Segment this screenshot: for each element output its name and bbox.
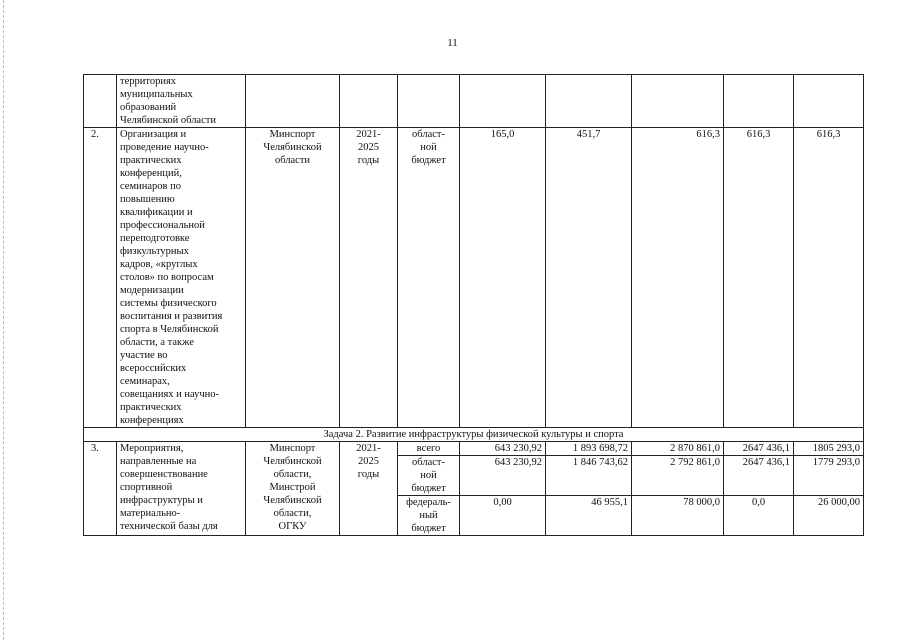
source-line: бюджет <box>411 483 446 494</box>
table-row-3 <box>84 442 864 536</box>
activity-name-line: всероссийских <box>120 363 187 374</box>
activity-name-line: физкультурных <box>120 246 189 257</box>
activity-name-line: системы физического <box>120 298 217 309</box>
executor-line: Челябинской <box>263 495 322 506</box>
activity-name-line: профессиональной <box>120 220 205 231</box>
activity-name-line: направленные на <box>120 456 197 467</box>
activity-name-line: спорта в Челябинской <box>120 324 219 335</box>
source-line: област- <box>412 457 445 468</box>
executor-line: Минспорт <box>269 443 316 454</box>
executor-cell <box>246 442 340 536</box>
executor-line: Минстрой <box>269 482 316 493</box>
activity-name-line: модернизации <box>120 285 184 296</box>
source-line: област- <box>412 129 445 140</box>
value-total: 2647 436,1 <box>724 442 793 456</box>
executor-line: ОГКУ <box>278 521 307 532</box>
value-cell <box>460 75 546 128</box>
activity-name-cell <box>117 128 246 428</box>
value-regional: 2 792 861,0 <box>632 456 723 496</box>
activity-name-line: повышению <box>120 194 175 205</box>
value-federal: 78 000,0 <box>683 497 720 508</box>
value-total: 1805 293,0 <box>794 442 863 456</box>
source-line: федераль- <box>406 497 451 508</box>
value-column <box>460 442 546 536</box>
value-federal: 46 955,1 <box>591 497 628 508</box>
activity-name-line: материально- <box>120 508 181 519</box>
value-cell <box>794 75 864 128</box>
activity-name-line: совершенствование <box>120 469 208 480</box>
executor-line: Минспорт <box>269 129 316 140</box>
value-total: 1 893 698,72 <box>546 442 631 456</box>
source-cell <box>398 75 460 128</box>
activity-name-cell <box>117 75 246 128</box>
years-line: 2021- <box>356 129 381 140</box>
executor-line: области, <box>273 469 312 480</box>
activity-name-line: Организация и <box>120 129 187 140</box>
value-cell: 616,3 <box>724 128 794 428</box>
executor-line: области <box>274 155 311 166</box>
value-column <box>632 442 724 536</box>
value-cell: 165,0 <box>460 128 546 428</box>
value-federal: 26 000,00 <box>818 497 860 508</box>
years-line: 2025 <box>358 142 379 153</box>
years-cell <box>340 75 398 128</box>
years-cell <box>340 128 398 428</box>
page-number: 11 <box>447 37 458 49</box>
source-cell <box>398 128 460 428</box>
activity-name-line: конференций, <box>120 168 182 179</box>
activity-name-line: технической базы для <box>120 521 218 532</box>
source-line: ной <box>420 470 437 481</box>
years-line: 2025 <box>358 456 379 467</box>
row-num-cell: 2. <box>84 128 117 428</box>
activity-name-line: воспитания и развития <box>120 311 223 322</box>
activity-name-cell <box>117 442 246 536</box>
value-column <box>724 442 794 536</box>
value-federal: 0,0 <box>751 497 766 508</box>
activity-name-line: практических <box>120 155 182 166</box>
value-column <box>546 442 632 536</box>
executor-line: Челябинской <box>263 456 322 467</box>
task-heading: Задача 2. Развитие инфраструктуры физической культуры и спорта <box>84 428 864 442</box>
executor-cell <box>246 128 340 428</box>
value-cell <box>724 75 794 128</box>
left-edge-rule <box>3 0 4 640</box>
activity-name-line: практических <box>120 402 182 413</box>
activity-name-line: Челябинской области <box>120 115 216 126</box>
activity-name-line: конференциях <box>120 415 184 426</box>
activity-name-line: территориях <box>120 76 177 87</box>
years-cell <box>340 442 398 536</box>
activity-name-line: образований <box>120 102 177 113</box>
value-total: 643 230,92 <box>460 442 545 456</box>
source-line: ный <box>419 510 438 521</box>
years-line: 2021- <box>356 443 381 454</box>
value-column <box>794 442 864 536</box>
source-line: бюджет <box>411 523 446 534</box>
value-cell <box>546 75 632 128</box>
activity-name-line: совещаниях и научно- <box>120 389 220 400</box>
program-table <box>83 74 864 536</box>
value-federal: 0,00 <box>493 497 512 508</box>
years-line: годы <box>357 155 380 166</box>
activity-name-line: столов» по вопросам <box>120 272 214 283</box>
source-regional <box>398 456 459 496</box>
activity-name-line: муниципальных <box>120 89 193 100</box>
activity-name-line: квалификации и <box>120 207 193 218</box>
value-regional: 643 230,92 <box>460 456 545 496</box>
value-total: 2 870 861,0 <box>632 442 723 456</box>
row-num-cell <box>84 75 117 128</box>
activity-name-line: Мероприятия, <box>120 443 184 454</box>
source-line: всего <box>416 443 441 454</box>
activity-name-line: инфраструктуры и <box>120 495 203 506</box>
table-row-2 <box>84 128 864 428</box>
value-regional: 1779 293,0 <box>794 456 863 496</box>
activity-name-line: проведение научно- <box>120 142 209 153</box>
source-cell <box>398 442 460 536</box>
source-federal <box>398 496 459 535</box>
activity-name-line: кадров, «круглых <box>120 259 198 270</box>
value-cell: 451,7 <box>546 128 632 428</box>
activity-name-line: семинаров по <box>120 181 181 192</box>
source-total <box>398 442 459 456</box>
activity-name-line: спортивной <box>120 482 173 493</box>
activity-name-line: области, а также <box>120 337 194 348</box>
years-line: годы <box>357 469 380 480</box>
row-num-cell: 3. <box>84 442 117 536</box>
table-row-continuation <box>84 75 864 128</box>
task-heading-row <box>84 428 864 442</box>
executor-cell <box>246 75 340 128</box>
executor-line: области, <box>273 508 312 519</box>
value-regional: 1 846 743,62 <box>546 456 631 496</box>
activity-name-line: семинарах, <box>120 376 170 387</box>
value-regional: 2647 436,1 <box>724 456 793 496</box>
activity-name-line: участие во <box>120 350 168 361</box>
value-cell <box>632 75 724 128</box>
value-cell: 616,3 <box>632 128 724 428</box>
executor-line: Челябинской <box>263 142 322 153</box>
source-line: бюджет <box>411 155 446 166</box>
value-cell: 616,3 <box>794 128 864 428</box>
activity-name-line: переподготовке <box>120 233 190 244</box>
source-line: ной <box>420 142 437 153</box>
